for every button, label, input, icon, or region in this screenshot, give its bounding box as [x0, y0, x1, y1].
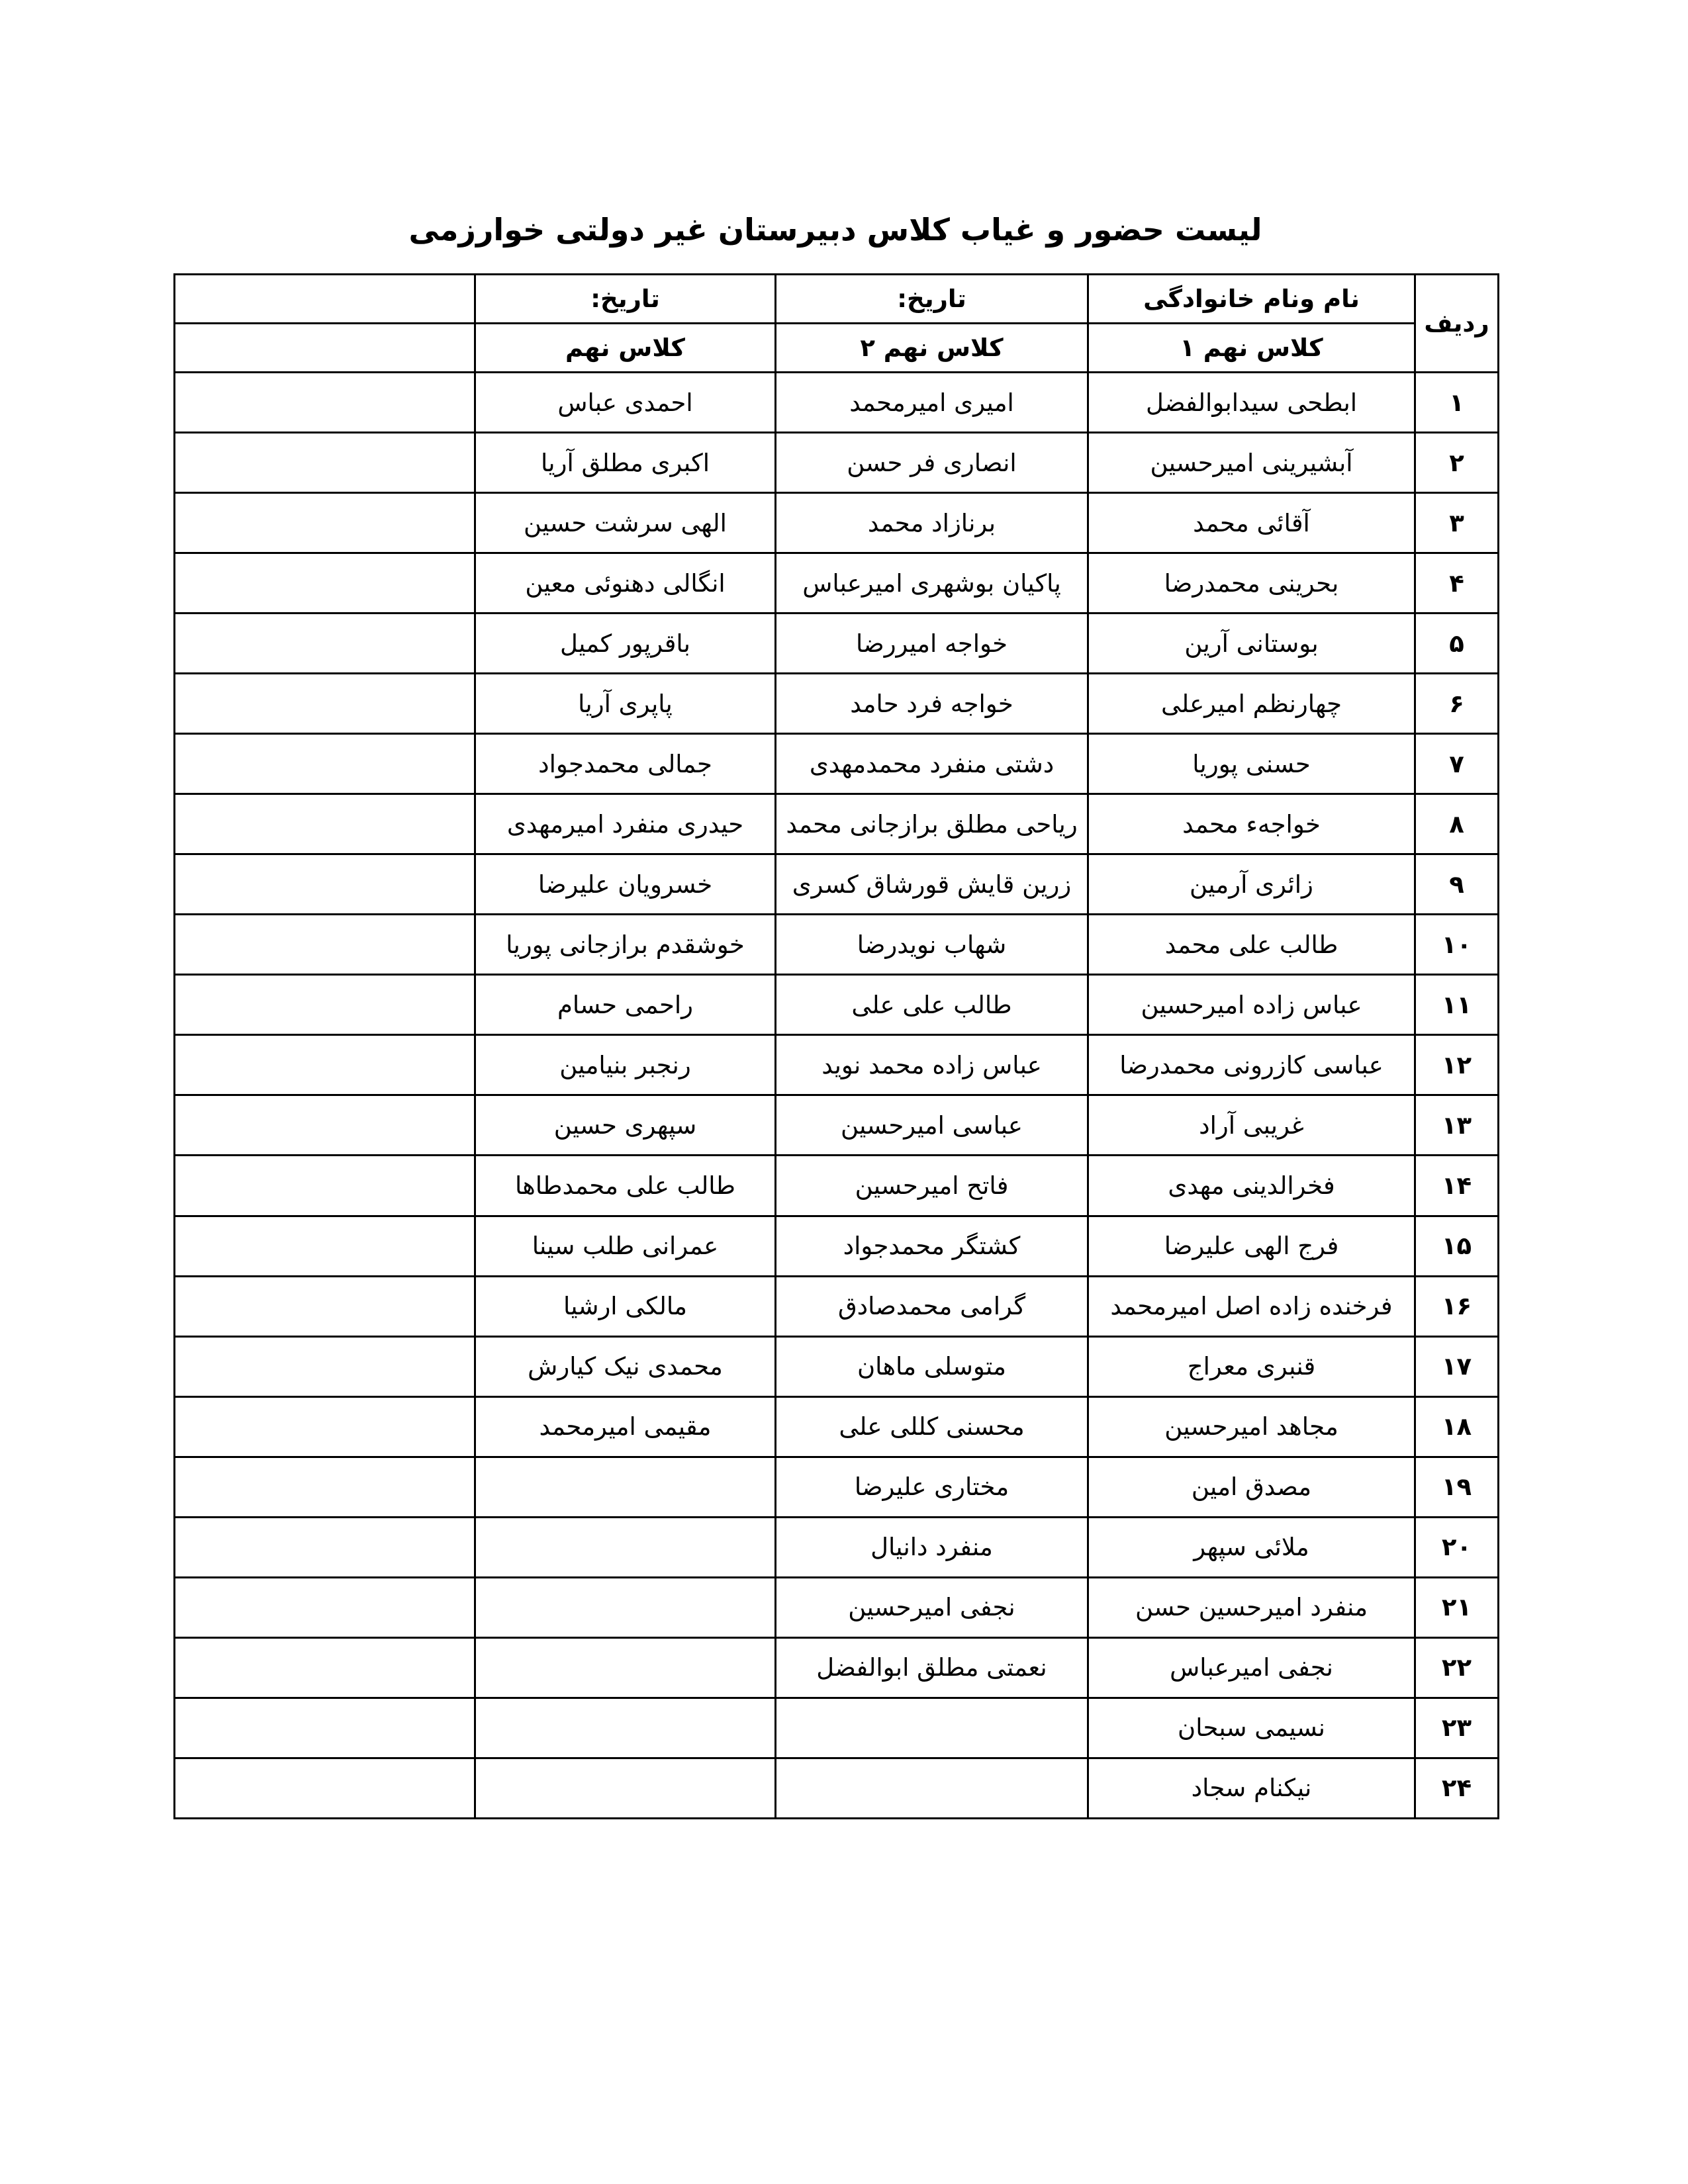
row-number: ۱۸ — [1415, 1396, 1499, 1457]
student-name: احمدی عباس — [475, 373, 776, 433]
student-name: ابطحی سیدابوالفضل — [1088, 373, 1415, 433]
row-number: ۲۲ — [1415, 1637, 1499, 1698]
student-name: سپهری حسین — [475, 1095, 776, 1156]
empty-cell — [175, 915, 475, 975]
date-label: تاریخ: — [776, 275, 1088, 324]
empty-cell — [175, 1095, 475, 1156]
row-number: ۱۰ — [1415, 915, 1499, 975]
student-name: پاکیان بوشهری امیرعباس — [776, 553, 1088, 614]
student-name: طالب علی علی — [776, 975, 1088, 1035]
table-row — [175, 1758, 1499, 1818]
table-row — [175, 975, 1499, 1035]
row-number: ۲۱ — [1415, 1577, 1499, 1637]
student-name: فخرالدینی مهدی — [1088, 1156, 1415, 1216]
class-header: کلاس نهم ۲ — [776, 324, 1088, 373]
student-name: چهارنظم امیرعلی — [1088, 674, 1415, 734]
student-name: خوشقدم برازجانی پوریا — [475, 915, 776, 975]
student-name: باقرپور کمیل — [475, 614, 776, 674]
student-name: طالب علی محمد — [1088, 915, 1415, 975]
table-row — [175, 1035, 1499, 1095]
class-header: کلاس نهم — [475, 324, 776, 373]
radif-header: ردیف — [1415, 275, 1499, 373]
table-row — [175, 1577, 1499, 1637]
student-name: عمرانی طلب سینا — [475, 1216, 776, 1276]
row-number: ۱۶ — [1415, 1276, 1499, 1336]
student-name: نجفی امیرعباس — [1088, 1637, 1415, 1698]
student-name: خواجه فرد حامد — [776, 674, 1088, 734]
student-name: بحرینی محمدرضا — [1088, 553, 1415, 614]
row-number: ۶ — [1415, 674, 1499, 734]
student-name: منفرد دانیال — [776, 1517, 1088, 1577]
empty-cell — [175, 1637, 475, 1698]
student-name: عباسی کازرونی محمدرضا — [1088, 1035, 1415, 1095]
empty-cell — [175, 734, 475, 794]
row-number: ۱۹ — [1415, 1457, 1499, 1517]
student-name: خسرویان علیرضا — [475, 854, 776, 915]
student-name: مصدق امین — [1088, 1457, 1415, 1517]
table-row — [175, 373, 1499, 433]
table-row — [175, 734, 1499, 794]
table-row — [175, 1396, 1499, 1457]
table-row — [175, 1637, 1499, 1698]
header-row — [175, 275, 1499, 324]
table-row — [175, 553, 1499, 614]
row-number: ۱ — [1415, 373, 1499, 433]
table-row — [175, 1156, 1499, 1216]
name-header: نام ونام خانوادگی — [1088, 275, 1415, 324]
student-name: فاتح امیرحسین — [776, 1156, 1088, 1216]
empty-cell — [175, 854, 475, 915]
table-row — [175, 1336, 1499, 1396]
empty-cell — [175, 275, 475, 324]
student-name: انگالی دهنوئی معین — [475, 553, 776, 614]
empty-cell — [175, 1216, 475, 1276]
student-name: آقائی محمد — [1088, 493, 1415, 553]
student-name: مجاهد امیرحسین — [1088, 1396, 1415, 1457]
empty-cell — [175, 373, 475, 433]
empty-cell — [175, 1758, 475, 1818]
empty-cell — [175, 1156, 475, 1216]
student-name: شهاب نویدرضا — [776, 915, 1088, 975]
row-number: ۱۵ — [1415, 1216, 1499, 1276]
student-name: بوستانی آرین — [1088, 614, 1415, 674]
empty-cell — [175, 553, 475, 614]
student-name: منفرد امیرحسین حسن — [1088, 1577, 1415, 1637]
student-name: مختاری علیرضا — [776, 1457, 1088, 1517]
student-name: خواجه امیررضا — [776, 614, 1088, 674]
student-name: نجفی امیرحسین — [776, 1577, 1088, 1637]
student-name — [776, 1698, 1088, 1758]
student-name — [475, 1637, 776, 1698]
student-name: حیدری منفرد امیرمهدی — [475, 794, 776, 854]
empty-cell — [175, 433, 475, 493]
student-name: خواجهء محمد — [1088, 794, 1415, 854]
student-name: محمدی نیک کیارش — [475, 1336, 776, 1396]
student-name — [776, 1758, 1088, 1818]
table-row — [175, 1276, 1499, 1336]
table-row — [175, 493, 1499, 553]
student-name: راحمی حسام — [475, 975, 776, 1035]
table-row — [175, 915, 1499, 975]
row-number: ۱۳ — [1415, 1095, 1499, 1156]
row-number: ۲۴ — [1415, 1758, 1499, 1818]
empty-cell — [175, 493, 475, 553]
table-row — [175, 433, 1499, 493]
student-name: مالکی ارشیا — [475, 1276, 776, 1336]
empty-cell — [175, 614, 475, 674]
row-number: ۱۷ — [1415, 1336, 1499, 1396]
student-name — [475, 1577, 776, 1637]
empty-cell — [175, 1517, 475, 1577]
student-name: غریبی آراد — [1088, 1095, 1415, 1156]
empty-cell — [175, 1577, 475, 1637]
student-name: عباس زاده محمد نوید — [776, 1035, 1088, 1095]
student-name — [475, 1698, 776, 1758]
empty-cell — [175, 1457, 475, 1517]
row-number: ۹ — [1415, 854, 1499, 915]
row-number: ۱۱ — [1415, 975, 1499, 1035]
empty-cell — [175, 674, 475, 734]
row-number: ۱۴ — [1415, 1156, 1499, 1216]
empty-cell — [175, 1276, 475, 1336]
row-number: ۷ — [1415, 734, 1499, 794]
student-name — [475, 1758, 776, 1818]
empty-cell — [175, 794, 475, 854]
empty-cell — [175, 975, 475, 1035]
table-row — [175, 794, 1499, 854]
student-name: پاپری آریا — [475, 674, 776, 734]
empty-cell — [175, 324, 475, 373]
row-number: ۳ — [1415, 493, 1499, 553]
student-name: نسیمی سبحان — [1088, 1698, 1415, 1758]
student-name — [475, 1517, 776, 1577]
student-name: برنازاد محمد — [776, 493, 1088, 553]
student-name: اکبری مطلق آریا — [475, 433, 776, 493]
student-name: ریاحی مطلق برازجانی محمد — [776, 794, 1088, 854]
table-row — [175, 1216, 1499, 1276]
table-row — [175, 614, 1499, 674]
row-number: ۸ — [1415, 794, 1499, 854]
student-name: دشتی منفرد محمدمهدی — [776, 734, 1088, 794]
student-name — [475, 1457, 776, 1517]
student-name: محسنی کللی علی — [776, 1396, 1088, 1457]
row-number: ۵ — [1415, 614, 1499, 674]
table-row — [175, 1457, 1499, 1517]
student-name: حسنی پوریا — [1088, 734, 1415, 794]
student-name: رنجبر بنیامین — [475, 1035, 776, 1095]
row-number: ۲ — [1415, 433, 1499, 493]
student-name: عباسی امیرحسین — [776, 1095, 1088, 1156]
student-name: زائری آرمین — [1088, 854, 1415, 915]
empty-cell — [175, 1396, 475, 1457]
student-name: زرین قایش قورشاق کسری — [776, 854, 1088, 915]
student-name: امیری امیرمحمد — [776, 373, 1088, 433]
empty-cell — [175, 1336, 475, 1396]
attendance-table — [173, 273, 1499, 1819]
row-number: ۲۰ — [1415, 1517, 1499, 1577]
student-name: گرامی محمدصادق — [776, 1276, 1088, 1336]
page-title: لیست حضور و غیاب کلاس دبیرستان غیر دولتی خوارزمی — [408, 212, 1262, 248]
student-name: الهی سرشت حسین — [475, 493, 776, 553]
table-row — [175, 1517, 1499, 1577]
class-header: کلاس نهم ۱ — [1088, 324, 1415, 373]
student-name: قنبری معراج — [1088, 1336, 1415, 1396]
date-label: تاریخ: — [475, 275, 776, 324]
student-name: نعمتی مطلق ابوالفضل — [776, 1637, 1088, 1698]
row-number: ۴ — [1415, 553, 1499, 614]
student-name: طالب علی محمدطاها — [475, 1156, 776, 1216]
student-name: جمالی محمدجواد — [475, 734, 776, 794]
empty-cell — [175, 1035, 475, 1095]
student-name: عباس زاده امیرحسین — [1088, 975, 1415, 1035]
student-name: کشتگر محمدجواد — [776, 1216, 1088, 1276]
student-name: متوسلی ماهان — [776, 1336, 1088, 1396]
student-name: فرخنده زاده اصل امیرمحمد — [1088, 1276, 1415, 1336]
student-name: آبشیرینی امیرحسین — [1088, 433, 1415, 493]
student-name: مقیمی امیرمحمد — [475, 1396, 776, 1457]
student-name: انصاری فر حسن — [776, 433, 1088, 493]
student-name: ملائی سپهر — [1088, 1517, 1415, 1577]
student-name: فرج الهی علیرضا — [1088, 1216, 1415, 1276]
table-row — [175, 1095, 1499, 1156]
empty-cell — [175, 1698, 475, 1758]
student-name: نیکنام سجاد — [1088, 1758, 1415, 1818]
row-number: ۲۳ — [1415, 1698, 1499, 1758]
table-row — [175, 1698, 1499, 1758]
table-row — [175, 854, 1499, 915]
table-row — [175, 674, 1499, 734]
class-row — [175, 324, 1499, 373]
row-number: ۱۲ — [1415, 1035, 1499, 1095]
